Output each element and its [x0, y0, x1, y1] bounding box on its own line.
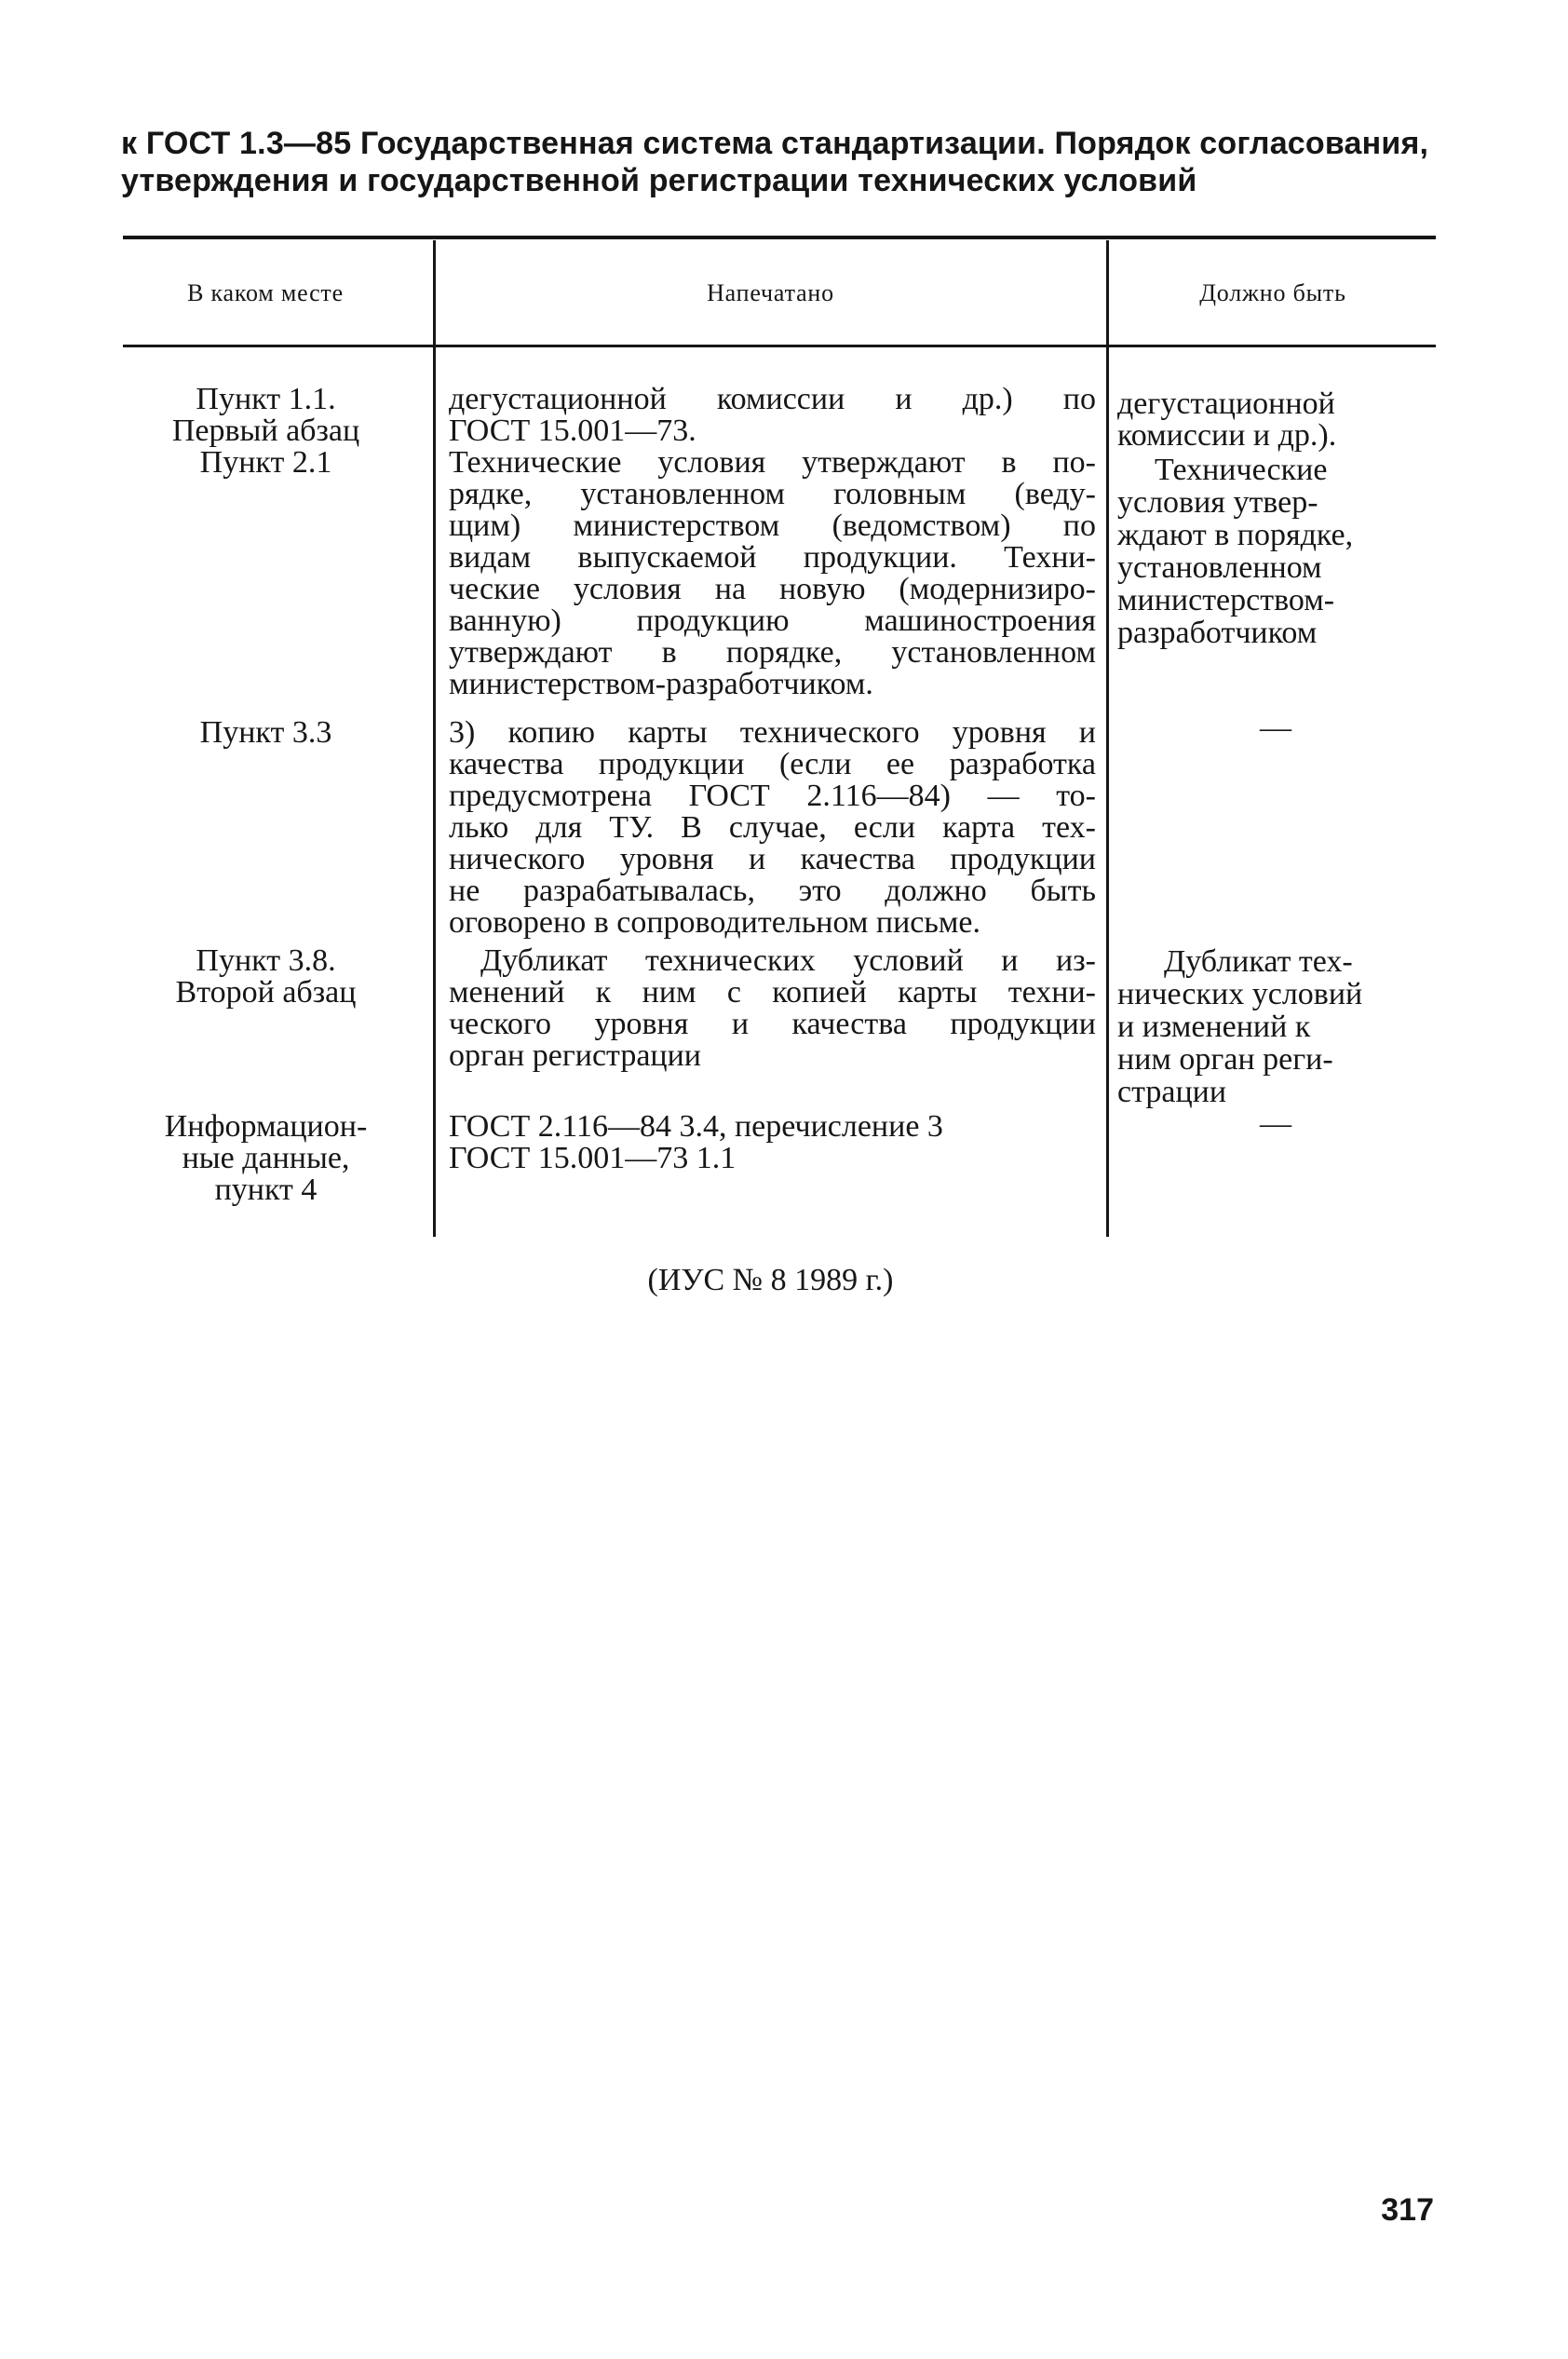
row-2-should-be-line: разработчиком	[1117, 616, 1318, 650]
row-5-should-be	[1117, 1108, 1434, 1140]
heading-line-2: утверждения и государственной регистрации технических условий	[121, 163, 1197, 198]
row-2-should-be	[1117, 454, 1434, 649]
row-4-should-be	[1117, 945, 1434, 1108]
row-1-where	[110, 384, 422, 447]
row-2-printed-line: Технические условия утверждают в по-	[449, 445, 1096, 480]
row-2-printed-line: видам выпускаемой продукции. Техни-	[449, 540, 1096, 575]
row-5-where-line: Информацион-	[164, 1109, 368, 1144]
row-1-where-line: Пункт 1.1.	[196, 382, 336, 416]
row-3-printed-line: лько для ТУ. В случае, если карта тех-	[449, 810, 1096, 845]
row-5-should-be-dash: —	[1260, 1106, 1291, 1141]
row-1-where-line: Первый абзац	[171, 414, 360, 448]
header-printed: Напечатано	[707, 279, 834, 306]
row-4-should-be-line: и изменений к	[1117, 1010, 1311, 1044]
row-4-where	[110, 945, 422, 1009]
row-2-printed-line: щим) министерством (ведомством) по	[449, 508, 1096, 543]
row-3-printed	[449, 717, 1096, 939]
row-2-printed-line: ческие условия на новую (модернизиро-	[449, 572, 1096, 606]
row-1-should-be-line: комиссии и др.).	[1117, 418, 1337, 453]
row-5-where-line: пункт 4	[214, 1173, 318, 1207]
row-4-where-line: Пункт 3.8.	[196, 943, 336, 978]
row-4-should-be-line: ним орган реги-	[1117, 1042, 1333, 1077]
row-4-should-be-line: страции	[1117, 1075, 1227, 1109]
row-2-should-be-line: министерством-	[1117, 583, 1335, 617]
row-5-where	[110, 1111, 422, 1206]
row-4-printed	[449, 945, 1096, 1072]
row-3-printed-line: качества продукции (если ее разработка	[449, 747, 1096, 781]
row-5-printed-line: ГОСТ 15.001—73 1.1	[449, 1141, 737, 1175]
row-2-printed-line: министерством-разработчиком.	[449, 667, 873, 701]
row-3-where-line: Пункт 3.3	[199, 715, 332, 750]
row-2-printed-line: рядке, установленном головным (веду-	[449, 477, 1096, 511]
header-where: В каком месте	[187, 279, 344, 306]
row-1-should-be	[1117, 388, 1434, 452]
row-2-should-be-line: установленном	[1117, 550, 1322, 585]
row-5-where-line: ные данные,	[182, 1141, 350, 1175]
row-4-printed-line: орган регистрации	[449, 1038, 702, 1073]
row-1-printed-line: ГОСТ 15.001—73.	[449, 414, 696, 448]
row-3-printed-line: предусмотрена ГОСТ 2.116—84) — то-	[449, 779, 1096, 813]
row-2-should-be-line: условия утвер-	[1117, 485, 1318, 520]
column-divider-2	[1106, 240, 1109, 1237]
row-4-printed-line: менений к ним с копией карты техни-	[449, 975, 1096, 1010]
row-4-printed-line: ческого уровня и качества продукции	[449, 1007, 1096, 1041]
row-3-printed-line: 3) копию карты технического уровня и	[449, 715, 1096, 750]
column-divider-1	[433, 240, 436, 1237]
row-2-printed-line: утверждают в порядке, установленном	[449, 635, 1096, 670]
row-2-printed-line: ванную) продукцию машиностроения	[449, 603, 1096, 638]
heading-line-1: к ГОСТ 1.3—85 Государственная система стандартизации. Порядок согласования,	[121, 126, 1429, 161]
header-should-be: Должно быть	[1199, 279, 1346, 306]
row-2-where-line: Пункт 2.1	[199, 445, 332, 480]
row-4-should-be-line: Дубликат тех-	[1164, 944, 1353, 979]
row-3-printed-line: не разрабатывалась, это должно быть	[449, 874, 1096, 908]
row-2-should-be-line: ждают в порядке,	[1117, 518, 1354, 552]
page-number: 317	[1381, 2192, 1434, 2228]
row-4-where-line: Второй абзац	[175, 975, 357, 1010]
row-3-should-be-dash: —	[1260, 711, 1291, 745]
row-3-printed-line: нического уровня и качества продукции	[449, 842, 1096, 876]
row-2-should-be-line: Технические	[1155, 453, 1328, 487]
row-2-printed	[449, 447, 1096, 700]
row-1-should-be-line: дегустационной	[1117, 386, 1335, 421]
row-5-printed-line: ГОСТ 2.116—84 3.4, перечисление 3	[449, 1109, 943, 1144]
row-5-printed	[449, 1111, 1096, 1174]
table-top-rule	[123, 236, 1436, 239]
publication-reference: (ИУС № 8 1989 г.)	[647, 1263, 894, 1297]
row-3-where	[110, 717, 422, 749]
page-heading	[121, 125, 1443, 199]
row-1-printed-line: дегустационной комиссии и др.) по	[449, 382, 1096, 416]
row-1-printed	[449, 384, 1096, 447]
row-2-where	[110, 447, 422, 479]
row-3-should-be	[1117, 712, 1434, 744]
row-3-printed-line: оговорено в сопроводительном письме.	[449, 905, 980, 940]
table-header-rule	[123, 345, 1436, 347]
row-4-printed-line: Дубликат технических условий и из-	[480, 943, 1096, 978]
row-4-should-be-line: нических условий	[1117, 977, 1363, 1011]
